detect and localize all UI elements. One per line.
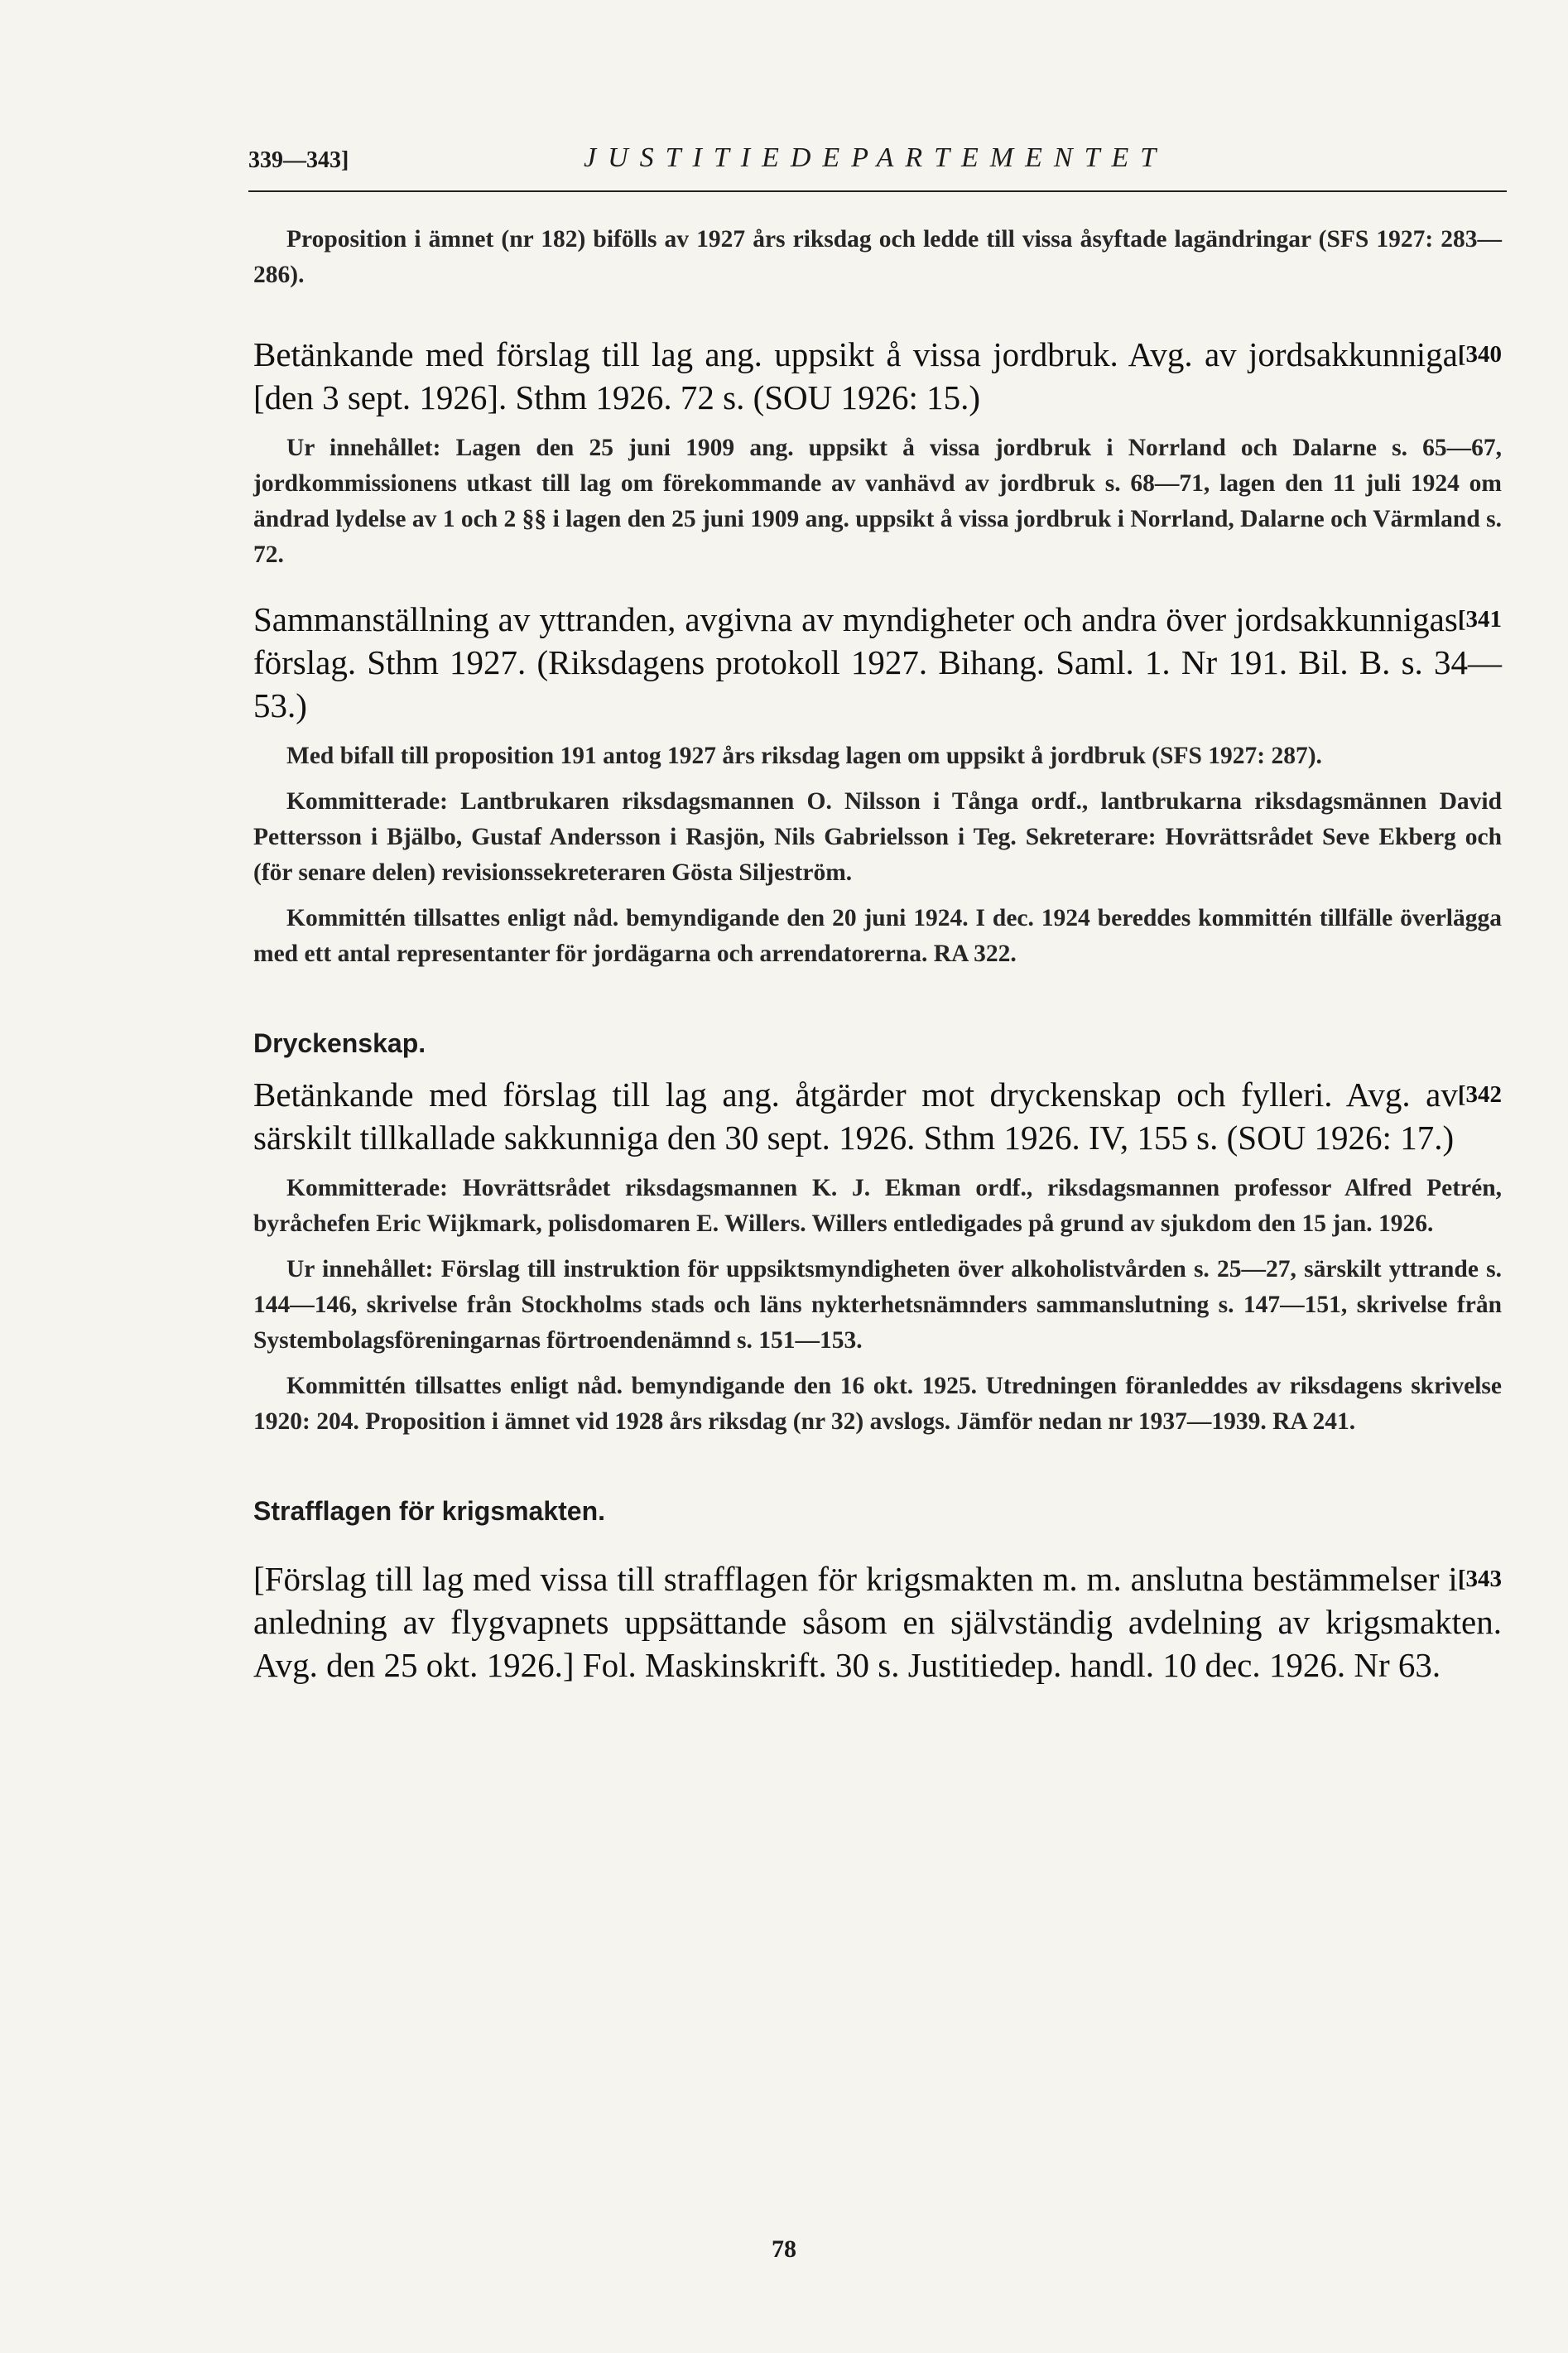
entry-341-note-1: Med bifall till proposition 191 antog 1927 års riksdag lagen om uppsikt å jordbruk (SFS 1927: 287). — [286, 743, 1322, 769]
page-body — [253, 222, 1502, 1687]
entry-340-title-text: Betänkande med förslag till lag ang. uppsikt å vissa jordbruk. Avg. av jordsakkunniga [den 3 sept. 1926]. Sthm 1926. 72 s. (SOU 1926: 15.) — [253, 335, 1458, 416]
entry-343-title — [253, 1557, 1502, 1687]
header-title: JUSTITIEDEPARTEMENTET — [584, 142, 1168, 173]
running-header — [248, 141, 1507, 192]
entry-341-title — [253, 598, 1502, 727]
entry-342-note-1: Kommitterade: Hovrättsrådet riksdagsmannen K. J. Ekman ordf., riksdagsmannen professor Alfred Petrén, byråchefen Eric Wijkmark, polisdomaren E. Willers. Willers entledigades på grund av sjukdom den 15 jan. 1926. — [253, 1175, 1502, 1237]
entry-340-ref: [340 — [1457, 341, 1502, 368]
entry-341-note-2: Kommitterade: Lantbrukaren riksdagsmannen O. Nilsson i Tånga ordf., lantbrukarna riksdagsmännen David Pettersson i Bjälbo, Gustaf Andersson i Rasjön, Nils Gabrielsson i Teg. Sekreterare: Hovrättsrådet Seve Ekberg och (för senare delen) revisionssekreteraren Gösta Siljeström. — [253, 788, 1502, 886]
entry-342-title — [253, 1073, 1502, 1159]
entry-341-ref: [341 — [1457, 606, 1502, 633]
entry-341-title-text: Sammanställning av yttranden, avgivna av myndigheter och andra över jordsakkunnigas förslag. Sthm 1927. (Riksdagens protokoll 1927. Bihang. Saml. 1. Nr 191. Bil. B. s. 34—53.) — [253, 600, 1502, 724]
entry-343-title-text: [Förslag till lag med vissa till strafflagen för krigsmakten m. m. anslutna bestämmelser i anledning av flygvapnets uppsättande såsom en självständig avdelning av krigsmakten. Avg. den 25 okt. 1926.] Fol. Maskinskrift. 30 s. Justitiedep. handl. 10 dec. 1926. Nr 63. — [253, 1560, 1502, 1684]
page-number: 78 — [772, 2235, 796, 2263]
paragraph-proposition: Proposition i ämnet (nr 182) bifölls av 1927 års riksdag och ledde till vissa åsyftade lagändringar (SFS 1927: 283—286). — [253, 226, 1502, 288]
entry-341-note-3: Kommittén tillsattes enligt nåd. bemyndigande den 20 juni 1924. I dec. 1924 bereddes kommittén tillfälle överlägga med ett antal representanter för jordägarna och arrendatorerna. RA 322. — [253, 905, 1502, 967]
entry-342-ref: [342 — [1457, 1081, 1502, 1108]
section-heading-strafflagen: Strafflagen för krigsmakten. — [253, 1496, 605, 1526]
entry-340-content: Ur innehållet: Lagen den 25 juni 1909 ang. uppsikt å vissa jordbruk i Norrland och Dalarne s. 65—67, jordkommissionens utkast till lag om förekommande av vanhävd av jordbruk s. 68—71, lagen den 11 juli 1924 om ändrad lydelse av 1 och 2 §§ i lagen den 25 juni 1909 ang. uppsikt å vissa jordbruk i Norrland, Dalarne och Värmland s. 72. — [253, 435, 1502, 568]
entry-343-ref: [343 — [1457, 1566, 1502, 1592]
section-heading-dryckenskap: Dryckenskap. — [253, 1028, 426, 1058]
header-page-range: 339—343] — [248, 147, 349, 173]
entry-340-title — [253, 333, 1502, 419]
entry-342-note-3: Kommittén tillsattes enligt nåd. bemyndigande den 16 okt. 1925. Utredningen föranleddes av riksdagens skrivelse 1920: 204. Proposition i ämnet vid 1928 års riksdag (nr 32) avslogs. Jämför nedan nr 1937—1939. RA 241. — [253, 1373, 1502, 1435]
entry-342-note-2: Ur innehållet: Förslag till instruktion för uppsiktsmyndigheten över alkoholistvården s. 25—27, särskilt yttrande s. 144—146, skrivelse från Stockholms stads och läns nykterhetsnämnders sammanslutning s. 147—151, skrivelse från Systembolagsföreningarnas förtroendenämnd s. 151—153. — [253, 1256, 1502, 1354]
entry-342-title-text: Betänkande med förslag till lag ang. åtgärder mot dryckenskap och fylleri. Avg. av särskilt tillkallade sakkunniga den 30 sept. 1926. Sthm 1926. IV, 155 s. (SOU 1926: 17.) — [253, 1075, 1458, 1157]
